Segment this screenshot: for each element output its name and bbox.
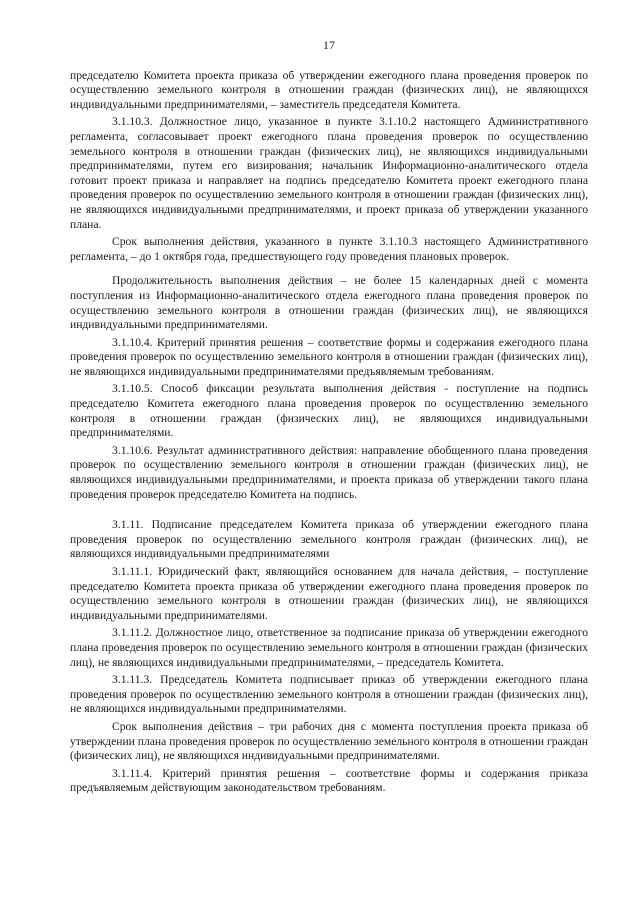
paragraph: 3.1.11.1. Юридический факт, являющийся основанием для начала действия, – поступление председателю Комитета проекта приказа об утверждении ежегодного плана проведения проверок по осуществлению земельного контроля в отношении граждан (физических лиц), не являющихся индивидуальными предпринимателями. [70, 565, 588, 622]
paragraph: председателю Комитета проекта приказа об утверждении ежегодного плана проведения проверок по осуществлению земельного контроля в отношении граждан (физических лиц), не являющихся индивидуальными предпринимателями, – заместитель председателя Комитета. [70, 68, 588, 111]
page-number: 17 [323, 38, 335, 52]
paragraph: 3.1.10.3. Должностное лицо, указанное в пункте 3.1.10.2 настоящего Административного регламента, согласовывает проект ежегодного плана проведения проверок по осуществлению земельного контроля в отношении граждан (физических лиц), не являющихся индивидуальными предпринимателями, путем его визирования; начальник Информационно-аналитического отдела готовит проект приказа и направляет на подпись председателю Комитета проект ежегодного плана проведения проверок по осуществлению земельного контроля в отношении граждан (физических лиц), не являющихся индивидуальными предпринимателями, и проект приказа об утверждении указанного плана. [70, 115, 588, 231]
paragraph: 3.1.10.4. Критерий принятия решения – соответствие формы и содержания ежегодного плана проведения проверок по осуществлению земельного контроля в отношении граждан (физических лиц), не являющихся индивидуальными предпринимателями предъявляемым требованиям. [70, 335, 588, 378]
paragraph: 3.1.11.3. Председатель Комитета подписывает приказ об утверждении ежегодного плана проведения проверок по осуществлению земельного контроля в отношении граждан (физических лиц), не являющихся индивидуальными предпринимателями. [70, 673, 588, 716]
paragraph: 3.1.11.2. Должностное лицо, ответственное за подписание приказа об утверждении ежегодного плана проведения проверок по осуществлению земельного контроля в отношении граждан (физических лиц), не являющихся индивидуальными предпринимателями, – председатель Комитета. [70, 626, 588, 669]
paragraph: Продолжительность выполнения действия – не более 15 календарных дней с момента поступления из Информационно-аналитического отдела ежегодного плана проведения проверок по осуществлению земельного контроля в отношении граждан (физических лиц), не являющихся индивидуальными предпринимателями. [70, 274, 588, 332]
paragraph: 3.1.11.4. Критерий принятия решения – соответствие формы и содержания приказа предъявляемым действующим законодательством требованиям. [70, 766, 588, 795]
document-page [70, 38, 588, 799]
section-heading-paragraph: 3.1.11. Подписание председателем Комитета приказа об утверждении ежегодного плана проведения проверок по осуществлению земельного контроля граждан (физических лиц), не являющихся индивидуальными предпринимателями [70, 518, 588, 561]
paragraph: Срок выполнения действия, указанного в пункте 3.1.10.3 настоящего Административного регламента, – до 1 октября года, предшествующего году проведения плановых проверок. [70, 235, 588, 263]
paragraph: Срок выполнения действия – три рабочих дня с момента поступления проекта приказа об утверждении плана проведения проверок по осуществлению земельного контроля в отношении граждан (физических лиц), не являющихся индивидуальными предпринимателями. [70, 719, 588, 763]
paragraph: 3.1.10.6. Результат административного действия: направление обобщенного плана проведения проверок по осуществлению земельного контроля в отношении граждан (физических лиц), не являющихся индивидуальными предпринимателями, и проекта приказа об утверждении такого плана проведения проверок председателю Комитета на подпись. [70, 443, 588, 501]
paragraph: 3.1.10.5. Способ фиксации результата выполнения действия - поступление на подпись председателю Комитета ежегодного плана проведения проверок по осуществлению земельного контроля в отношении граждан (физических лиц), не являющихся индивидуальными предпринимателями. [70, 382, 588, 440]
